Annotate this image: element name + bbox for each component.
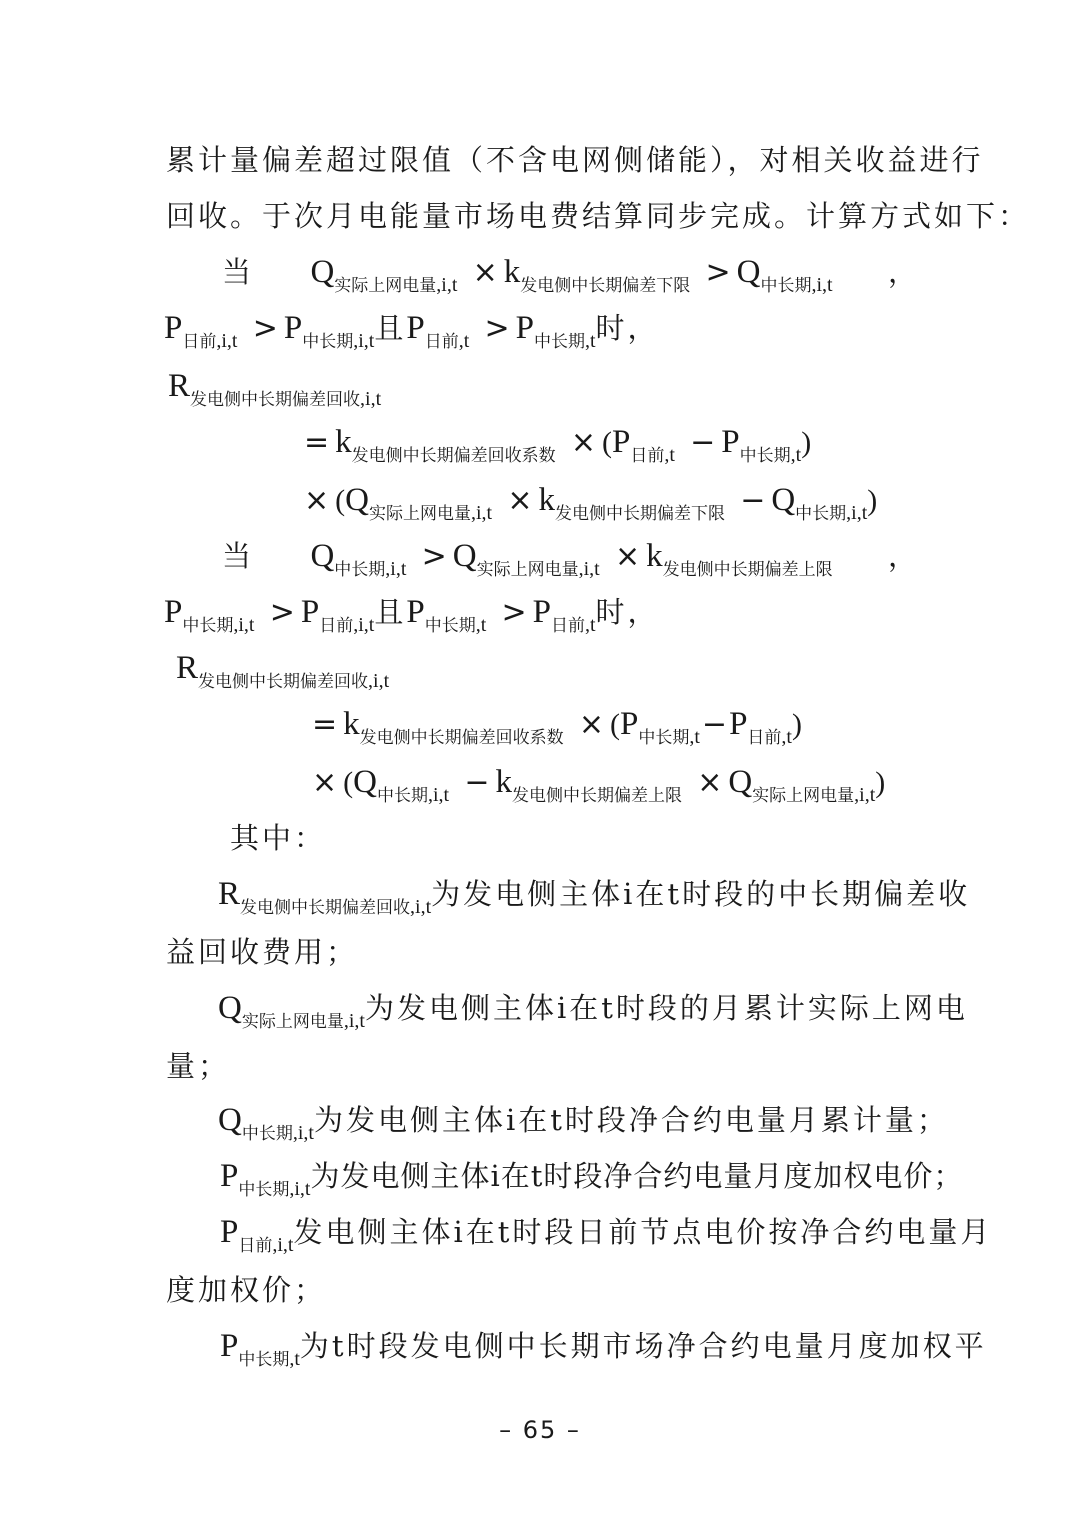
- var-q: Q: [771, 482, 796, 518]
- var-q: Q: [452, 538, 477, 574]
- subscript: ,i,t: [846, 502, 868, 524]
- var-r: R: [176, 650, 199, 686]
- subscript: 日前: [238, 1236, 273, 1256]
- subscript: 中长期: [376, 786, 428, 806]
- text: 累计量偏差超过限值（不含电网侧储能），对相关收益进行: [166, 143, 984, 177]
- subscript: 日前: [630, 446, 665, 466]
- times-op: ×: [312, 765, 338, 800]
- times-op: ×: [614, 539, 641, 574]
- definition-line: [166, 1046, 230, 1086]
- var-q: Q: [218, 1102, 242, 1138]
- subscript: 发电侧中长期偏差上限: [662, 560, 833, 580]
- var-q: Q: [728, 764, 753, 800]
- definition-line: [220, 1326, 987, 1380]
- subscript: 中长期: [334, 560, 386, 580]
- var-p: P: [406, 310, 425, 346]
- formula-condition-line: [164, 308, 660, 362]
- var-p: P: [532, 594, 551, 630]
- subscript: 中长期: [638, 728, 690, 748]
- definition-line: [166, 932, 358, 972]
- subscript: ,t: [458, 330, 470, 352]
- minus-op: −: [464, 765, 490, 800]
- subscript: 发电侧中长期偏差下限: [520, 276, 691, 296]
- formula-condition-line: [222, 252, 833, 306]
- times-op: ×: [304, 483, 330, 518]
- times-op: ×: [507, 483, 533, 518]
- subscript: 中长期: [795, 504, 847, 524]
- subscript: 日前: [319, 616, 354, 636]
- eq-op: =: [304, 425, 330, 460]
- subscript: ,i,t: [289, 1178, 311, 1200]
- gt-op: >: [705, 255, 731, 290]
- subscript: ,i,t: [343, 1010, 365, 1032]
- subscript: 中长期: [533, 332, 585, 352]
- formula-condition-line: [164, 592, 660, 646]
- definition-text: 发电侧主体i在t时段日前节点电价按净合约电量月: [293, 1215, 993, 1249]
- var-k: k: [335, 424, 352, 460]
- definition-text: 量；: [166, 1049, 231, 1083]
- formula-lhs: [176, 648, 389, 702]
- var-q: Q: [345, 482, 369, 518]
- comma: [888, 536, 920, 576]
- gt-op: >: [421, 539, 447, 574]
- subscript: ,t: [781, 726, 792, 748]
- definition-text: 为发电侧主体i在t时段净合约电量月累计量；: [313, 1103, 949, 1137]
- formula-rhs-line: [298, 422, 811, 476]
- subscript: ,i,t: [427, 784, 450, 806]
- rparen: ): [867, 484, 878, 517]
- var-p: P: [729, 706, 748, 742]
- subscript: 中长期: [739, 446, 791, 466]
- formula-condition-line: [222, 536, 833, 590]
- times-op: ×: [472, 255, 498, 290]
- times-op: ×: [570, 425, 596, 460]
- var-p: P: [283, 310, 303, 346]
- definition-text: 为t时段发电侧中长期市场净合约电量月度加权平: [299, 1329, 987, 1363]
- formula-lhs: [168, 366, 381, 420]
- formula-rhs-line: [306, 704, 802, 758]
- subscript: ,t: [790, 444, 802, 466]
- rparen: ): [875, 766, 886, 799]
- subscript: ,i,t: [353, 614, 375, 636]
- subscript: ,t: [584, 330, 596, 352]
- subscript: 发电侧中长期偏差回收: [190, 390, 361, 410]
- gt-op: >: [252, 311, 278, 346]
- formula-rhs-line: [298, 480, 877, 534]
- subscript: 发电侧中长期偏差回收: [198, 672, 369, 692]
- subscript: 中长期: [238, 1180, 290, 1200]
- subscript: ,i,t: [578, 558, 600, 580]
- paragraph-line: [166, 196, 1030, 236]
- gt-op: >: [269, 595, 295, 630]
- definition-line: [218, 874, 970, 928]
- when-word: 当: [222, 539, 255, 573]
- times-op: ×: [578, 707, 604, 742]
- text: 回收。于次月电能量市场电费结算同步完成。计算方式如下：: [166, 199, 1031, 233]
- subscript: ,i,t: [216, 330, 238, 352]
- definition-text: 为发电侧主体i在t时段的中长期偏差收: [431, 877, 971, 911]
- then-word: 时，: [595, 311, 660, 345]
- subscript: ,t: [289, 1348, 300, 1370]
- subscript: ,i,t: [470, 502, 493, 524]
- paragraph-line: [166, 140, 984, 180]
- subscript: 中长期: [424, 616, 476, 636]
- lparen: (: [343, 766, 354, 799]
- page-number: – 65 –: [499, 1416, 581, 1444]
- subscript: 实际上网电量: [476, 560, 579, 580]
- subscript: ,t: [689, 726, 700, 748]
- subscript: ,i,t: [410, 896, 432, 918]
- subscript: ,i,t: [854, 784, 876, 806]
- subscript: 日前: [550, 616, 585, 636]
- formula-rhs-line: [306, 762, 885, 816]
- rparen: ): [791, 708, 802, 741]
- subscript: 发电侧中长期偏差回收系数: [359, 728, 564, 748]
- definition-line: [220, 1212, 992, 1266]
- var-p: P: [164, 594, 183, 630]
- definition-line: [218, 988, 968, 1042]
- subscript: 发电侧中长期偏差上限: [511, 786, 682, 806]
- minus-op: −: [690, 425, 716, 460]
- definition-text: 益回收费用；: [166, 935, 359, 969]
- lparen: (: [610, 708, 620, 741]
- var-r: R: [168, 368, 191, 404]
- subscript: 日前: [424, 332, 459, 352]
- definition-text: 度加权价；: [166, 1273, 327, 1307]
- subscript: 中长期: [760, 276, 812, 296]
- var-p: P: [300, 594, 320, 630]
- lparen: (: [602, 426, 612, 459]
- var-k: k: [495, 764, 512, 800]
- var-k: k: [343, 706, 360, 742]
- subscript: ,i,t: [436, 274, 458, 296]
- var-p: P: [620, 706, 639, 742]
- definition-text: 为发电侧主体i在t时段净合约电量月度加权电价；: [310, 1159, 964, 1193]
- subscript: 实际上网电量: [368, 504, 471, 524]
- subscript: 实际上网电量: [752, 786, 855, 806]
- var-p: P: [612, 424, 631, 460]
- subscript: ,i,t: [292, 1122, 314, 1144]
- lparen: (: [335, 484, 346, 517]
- subscript: 发电侧中长期偏差回收系数: [351, 446, 556, 466]
- then-word: 时，: [595, 595, 660, 629]
- subscript: 实际上网电量: [241, 1012, 344, 1032]
- comma: [888, 252, 920, 292]
- var-p: P: [220, 1328, 239, 1364]
- subscript: 日前: [747, 728, 782, 748]
- definition-text: 为发电侧主体i在t时段的月累计实际上网电: [364, 991, 968, 1025]
- times-op: ×: [697, 765, 723, 800]
- var-q: Q: [310, 538, 335, 574]
- subscript: ,i,t: [272, 1234, 294, 1256]
- subscript: 中长期: [302, 332, 354, 352]
- subscript: ,t: [475, 614, 487, 636]
- var-k: k: [538, 482, 555, 518]
- subscript: 中长期: [238, 1350, 290, 1370]
- when-word: 当: [222, 255, 255, 289]
- var-q: Q: [310, 254, 335, 290]
- var-q: Q: [218, 990, 242, 1026]
- subscript: ,i,t: [385, 558, 407, 580]
- comma-text: ，: [888, 255, 921, 289]
- minus-op: −: [701, 707, 728, 742]
- var-p: P: [220, 1214, 239, 1250]
- and-word: 且: [374, 595, 407, 629]
- subscript: ,t: [584, 614, 596, 636]
- definitions-intro: [230, 818, 326, 858]
- subscript: ,i,t: [360, 388, 382, 410]
- definition-line: [218, 1100, 949, 1154]
- subscript: 发电侧中长期偏差下限: [554, 504, 725, 524]
- eq-op: =: [312, 707, 338, 742]
- var-p: P: [721, 424, 740, 460]
- subscript: 实际上网电量: [334, 276, 437, 296]
- var-q: Q: [353, 764, 377, 800]
- subscript: 日前: [182, 332, 217, 352]
- text: 其中：: [230, 821, 327, 855]
- definition-line: [166, 1270, 326, 1310]
- definition-line: [220, 1156, 963, 1210]
- var-r: R: [218, 876, 241, 912]
- var-k: k: [503, 254, 521, 290]
- subscript: ,i,t: [811, 274, 833, 296]
- subscript: 中长期: [241, 1124, 293, 1144]
- var-p: P: [164, 310, 183, 346]
- subscript: ,t: [664, 444, 675, 466]
- gt-op: >: [484, 311, 510, 346]
- var-p: P: [220, 1158, 239, 1194]
- subscript: 中长期: [182, 616, 234, 636]
- and-word: 且: [374, 311, 407, 345]
- comma-text: ，: [888, 539, 921, 573]
- var-q: Q: [736, 254, 761, 290]
- gt-op: >: [501, 595, 527, 630]
- subscript: 发电侧中长期偏差回收: [240, 898, 411, 918]
- subscript: ,i,t: [368, 670, 390, 692]
- subscript: ,i,t: [233, 614, 255, 636]
- var-p: P: [406, 594, 425, 630]
- var-k: k: [646, 538, 663, 574]
- rparen: ): [801, 426, 812, 459]
- minus-op: −: [740, 483, 766, 518]
- var-p: P: [515, 310, 534, 346]
- subscript: ,i,t: [353, 330, 375, 352]
